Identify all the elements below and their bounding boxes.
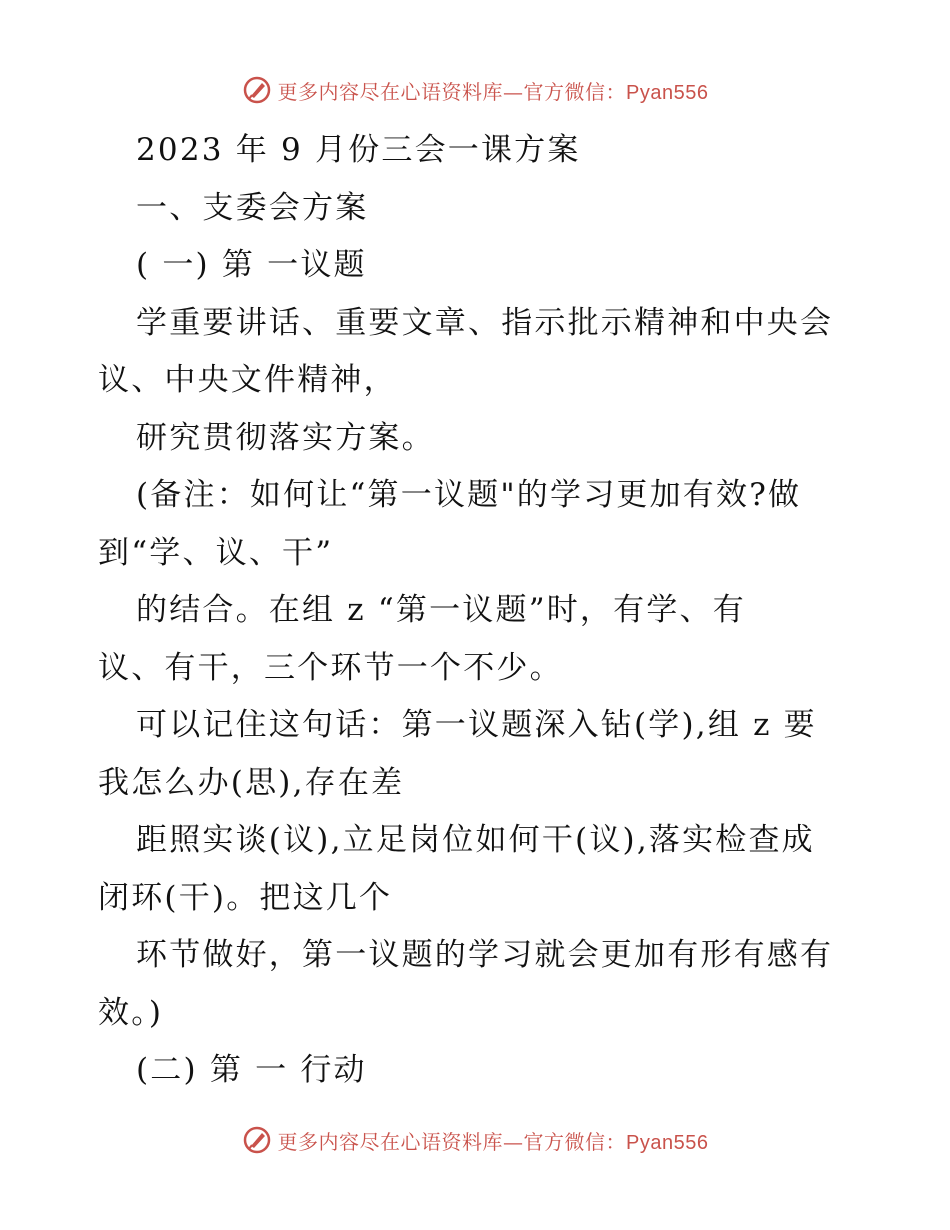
paragraph-line: 的结合。在组 z “第一议题”时，有学、有 [136,592,746,628]
watermark-text: 更多内容尽在心语资料库—官方微信：Pyan556 [277,79,709,104]
wechat-id: Pyan556 [626,81,709,104]
subsection-heading: ( 一) 第 一议题 [136,247,367,283]
paragraph-line: 我怎么办(思),存在差 [98,764,405,801]
paragraph-line: (备注：如何让“第一议题"的学习更加有效?做 [136,477,802,513]
quill-pen-logo-icon [242,75,272,105]
document-body [98,122,858,1100]
paragraph-line: 环节做好，第一议题的学习就会更加有形有感有 [136,937,834,973]
paragraph-line: 效。) [98,994,164,1031]
subsection-heading: (二) 第 一 行动 [136,1052,367,1088]
paragraph-line: 研究贯彻落实方案。 [136,419,435,456]
paragraph-line: 到“学、议、干” [98,534,334,571]
watermark-text: 更多内容尽在心语资料库—官方微信：Pyan556 [277,1129,709,1154]
watermark-banner-bottom [0,1120,950,1160]
paragraph-line: 可以记住这句话：第一议题深入钻(学),组 z 要 [136,707,817,743]
watermark-banner-top [0,70,950,110]
quill-pen-logo-icon [242,1125,272,1155]
document-title: 2023 年 9 月份三会一课方案 [136,132,581,168]
paragraph-line: 闭环(干)。把这几个 [98,879,393,916]
section-heading: 一、支委会方案 [136,189,369,226]
paragraph-line: 议、有干，三个环节一个不少。 [98,649,563,686]
paragraph-line: 距照实谈(议),立足岗位如何干(议),落实检查成 [136,822,815,858]
wechat-id: Pyan556 [626,1131,709,1154]
paragraph-line: 学重要讲话、重要文章、指示批示精神和中央会 [136,304,834,341]
paragraph-line: 议、中央文件精神， [98,362,397,398]
